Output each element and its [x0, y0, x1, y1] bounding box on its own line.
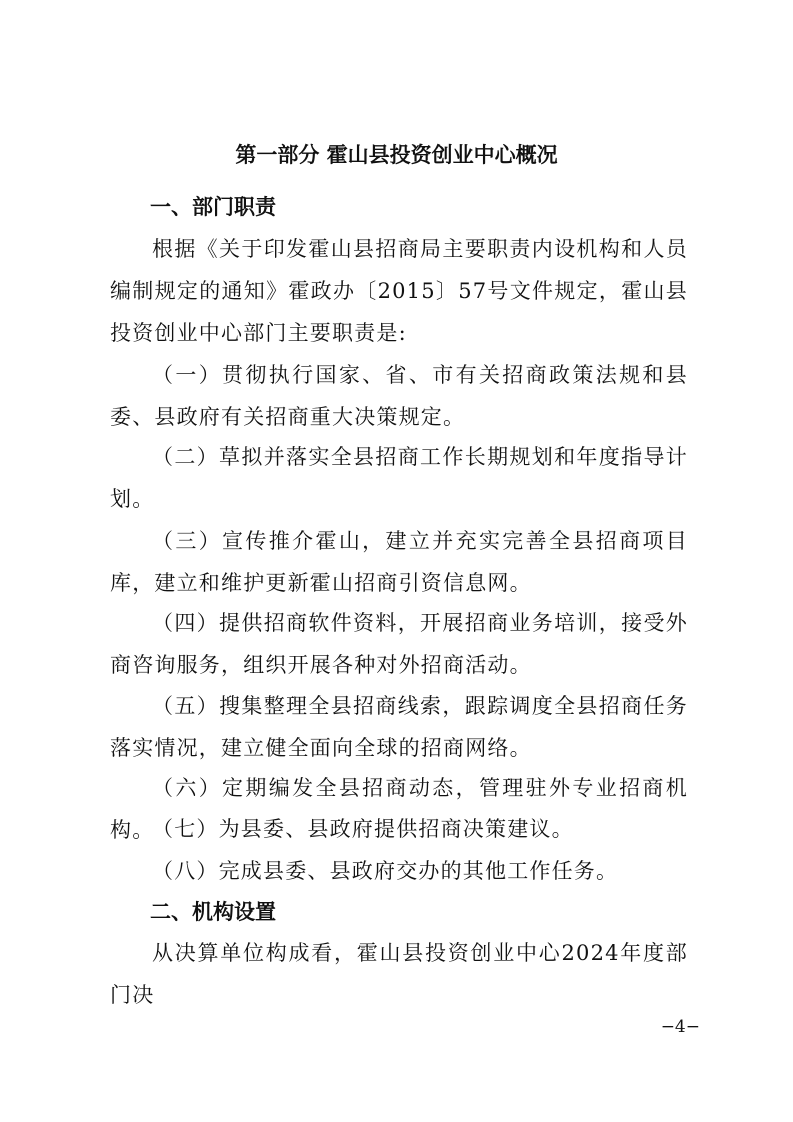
section-heading-structure: 二、机构设置 [150, 900, 276, 924]
structure-paragraph: 从决算单位构成看，霍山县投资创业中心2024年度部门决 [110, 941, 688, 1007]
page-number: −4− [660, 1017, 700, 1037]
duty-item-1: （一）贯彻执行国家、省、市有关招商政策法规和县委、县政府有关招商重大决策规定。 [110, 363, 688, 429]
page-title: 第一部分 霍山县投资创业中心概况 [235, 143, 558, 167]
duty-item-5: （五）搜集整理全县招商线索，跟踪调度全县招商任务落实情况，建立健全面向全球的招商网络。 [110, 694, 688, 760]
duty-item-4: （四）提供招商软件资料，开展招商业务培训，接受外商咨询服务，组织开展各种对外招商活动。 [110, 611, 688, 677]
duty-item-3: （三）宣传推介霍山，建立并充实完善全县招商项目库，建立和维护更新霍山招商引资信息网。 [110, 529, 688, 595]
duty-item-2: （二）草拟并落实全县招商工作长期规划和年度指导计划。 [110, 445, 688, 511]
section-heading-duties: 一、部门职责 [150, 195, 276, 219]
intro-paragraph: 根据《关于印发霍山县招商局主要职责内设机构和人员编制规定的通知》霍政办〔2015〕57号文件规定，霍山县投资创业中心部门主要职责是: [110, 237, 688, 345]
duty-item-7: （七）为县委、县政府提供招商决策建议。 [152, 817, 574, 841]
duty-item-6: （六）定期编发全县招商动态，管理驻外专业招商机构。 [110, 776, 688, 842]
duty-item-8: （八）完成县委、县政府交办的其他工作任务。 [152, 859, 619, 883]
